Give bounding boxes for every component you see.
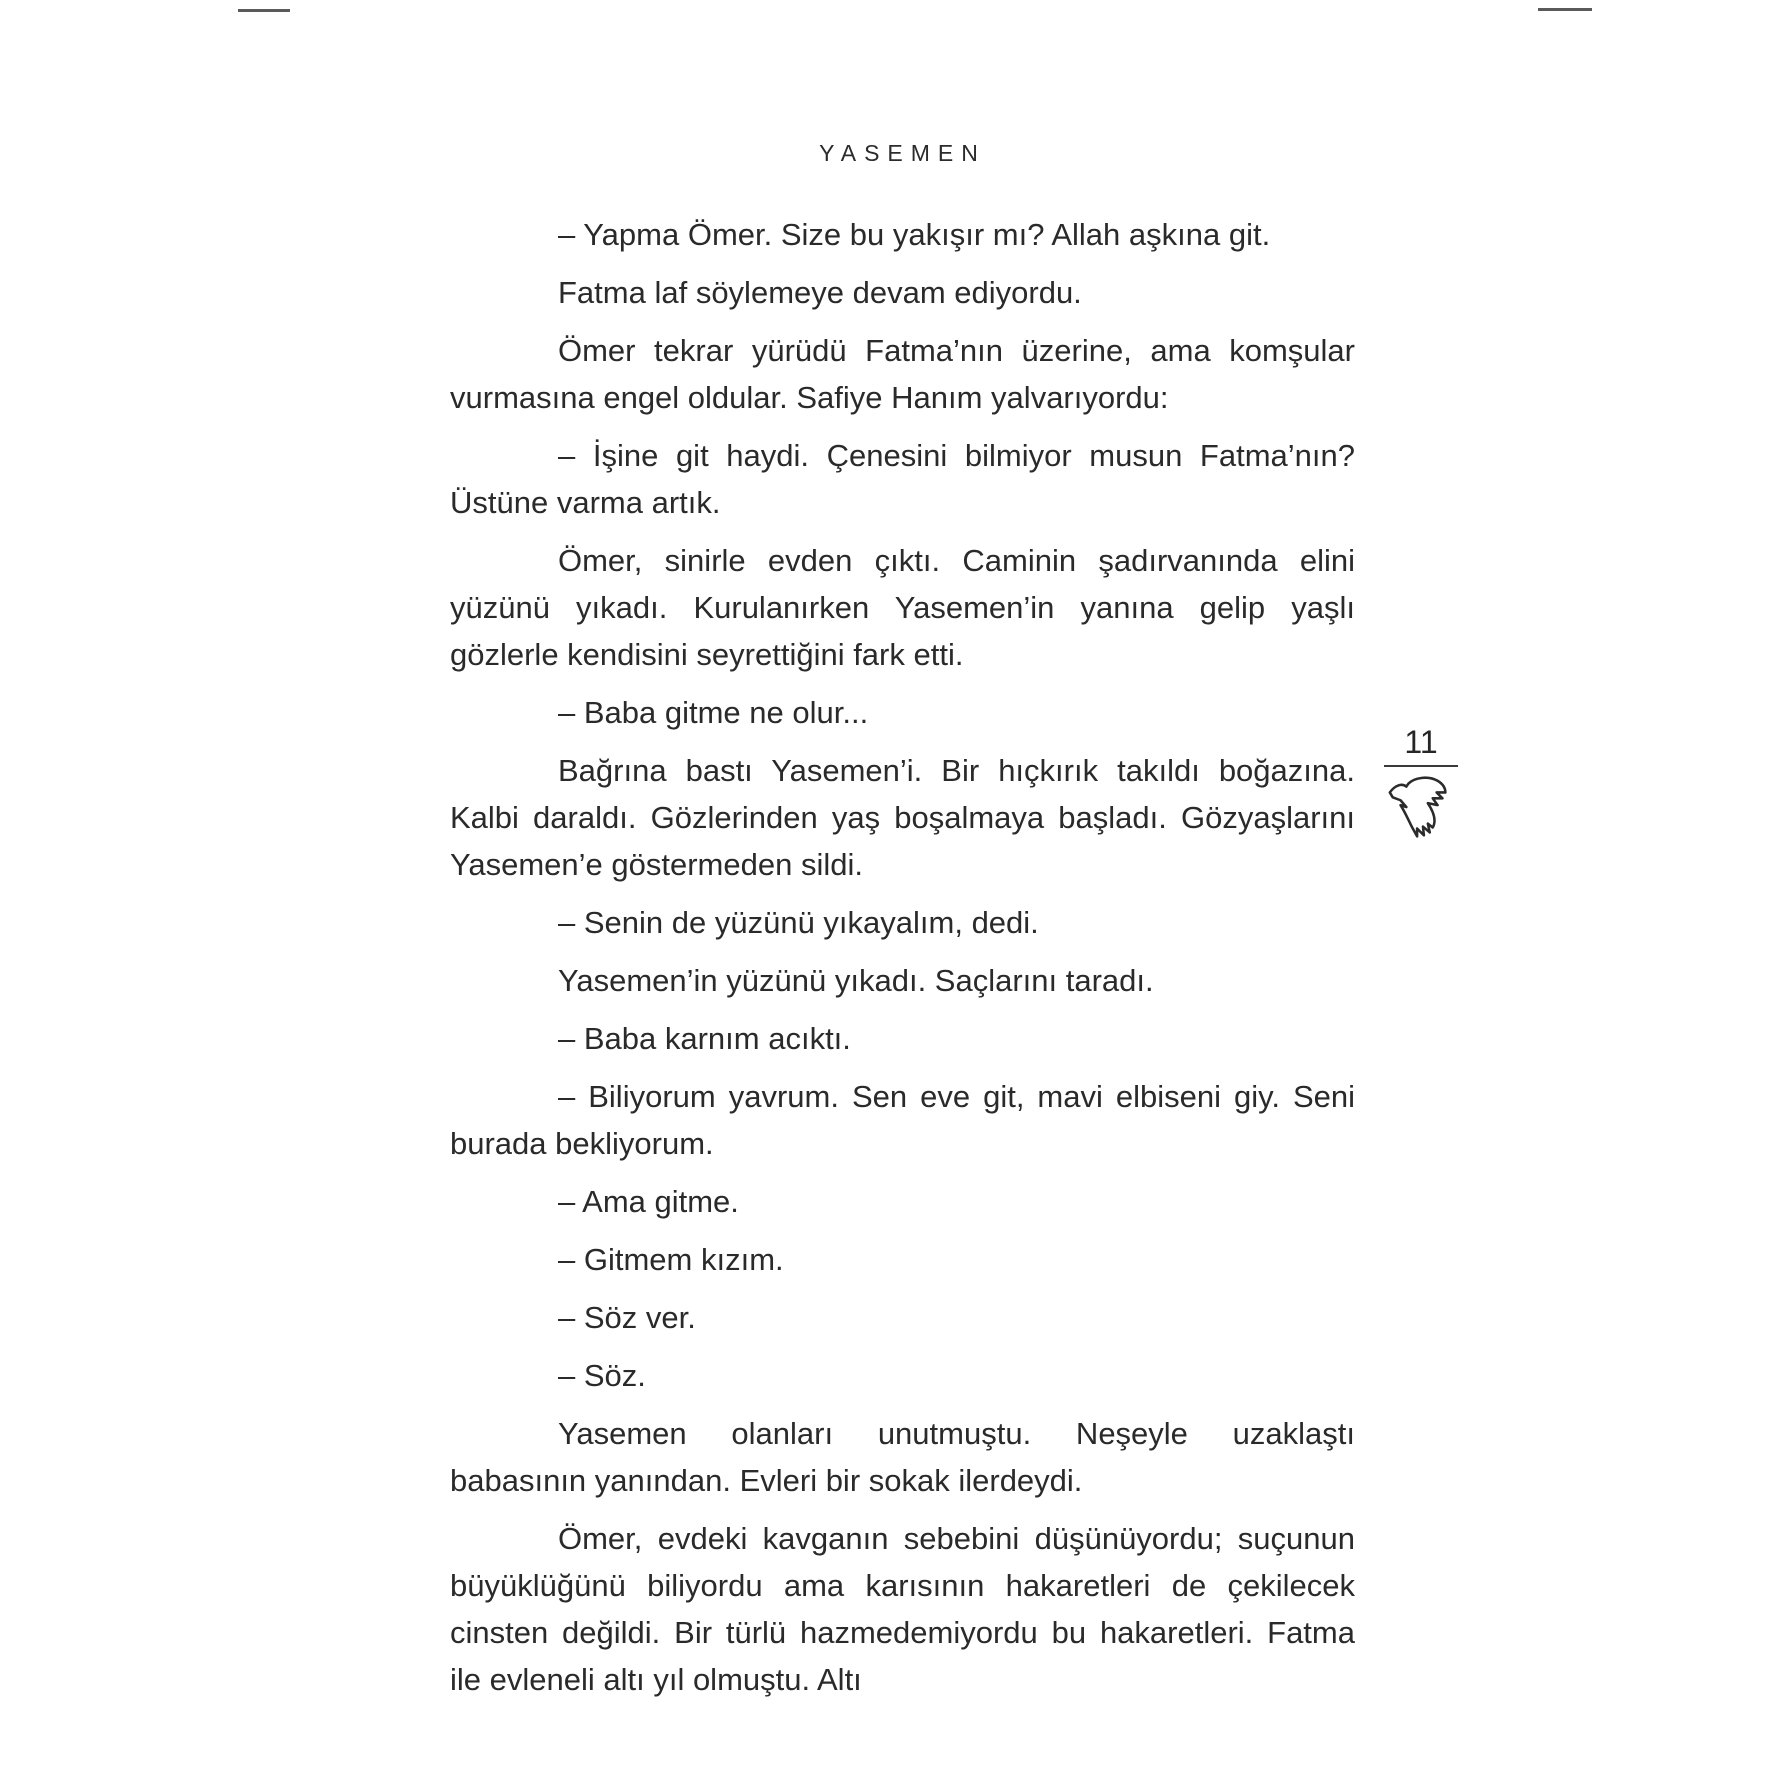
paragraph: – Baba karnım acıktı.: [558, 1021, 851, 1056]
paragraph: – Gitmem kızım.: [558, 1242, 784, 1277]
page-number-rule: [1384, 765, 1458, 767]
page-marker: [1383, 724, 1459, 849]
paragraph: – Söz ver.: [558, 1300, 696, 1335]
paragraph: Fatma laf söylemeye devam ediyordu.: [558, 275, 1082, 310]
crop-mark-left: [238, 9, 290, 12]
running-head: YASEMEN: [819, 140, 986, 166]
paragraph: Ömer, evdeki kavganın sebebini düşünüyordu; suçunun büyüklüğünü biliyordu ama karısının hakaretleri de çekilecek cinsten değildi. Bir türlü hazmedemiyordu bu hakaretleri. Fatma ile evleneli altı yıl olmuştu. Altı: [450, 1521, 1355, 1697]
paragraph: – Ama gitme.: [558, 1184, 739, 1219]
paragraph: – İşine git haydi. Çenesini bilmiyor musun Fatma’nın? Üstüne varma artık.: [450, 438, 1355, 520]
crop-mark-right: [1538, 8, 1592, 11]
dove-icon: [1385, 771, 1457, 849]
paragraph: Ömer tekrar yürüdü Fatma’nın üzerine, ama komşular vurmasına engel oldular. Safiye Hanım yalvarıyordu:: [450, 333, 1355, 415]
paragraph: – Söz.: [558, 1358, 646, 1393]
paragraph: – Biliyorum yavrum. Sen eve git, mavi elbiseni giy. Seni burada bekliyorum.: [450, 1079, 1355, 1161]
paragraph: – Senin de yüzünü yıkayalım, dedi.: [558, 905, 1039, 940]
paragraph: Bağrına bastı Yasemen’i. Bir hıçkırık takıldı boğazına. Kalbi daraldı. Gözlerinden yaş boşalmaya başladı. Gözyaşlarını Yasemen’e göstermeden sildi.: [450, 753, 1355, 882]
paragraph: – Yapma Ömer. Size bu yakışır mı? Allah aşkına git.: [558, 217, 1271, 252]
paragraph: Ömer, sinirle evden çıktı. Caminin şadırvanında elini yüzünü yıkadı. Kurulanırken Yasemen’in yanına gelip yaşlı gözlerle kendisini seyrettiğini fark etti.: [450, 543, 1355, 672]
page-number: 11: [1404, 724, 1438, 760]
body-text: [450, 211, 1355, 1703]
paragraph: Yasemen olanları unutmuştu. Neşeyle uzaklaştı babasının yanından. Evleri bir sokak ilerdeydi.: [450, 1416, 1355, 1498]
paragraph: – Baba gitme ne olur...: [558, 695, 869, 730]
paragraph: Yasemen’in yüzünü yıkadı. Saçlarını taradı.: [558, 963, 1154, 998]
